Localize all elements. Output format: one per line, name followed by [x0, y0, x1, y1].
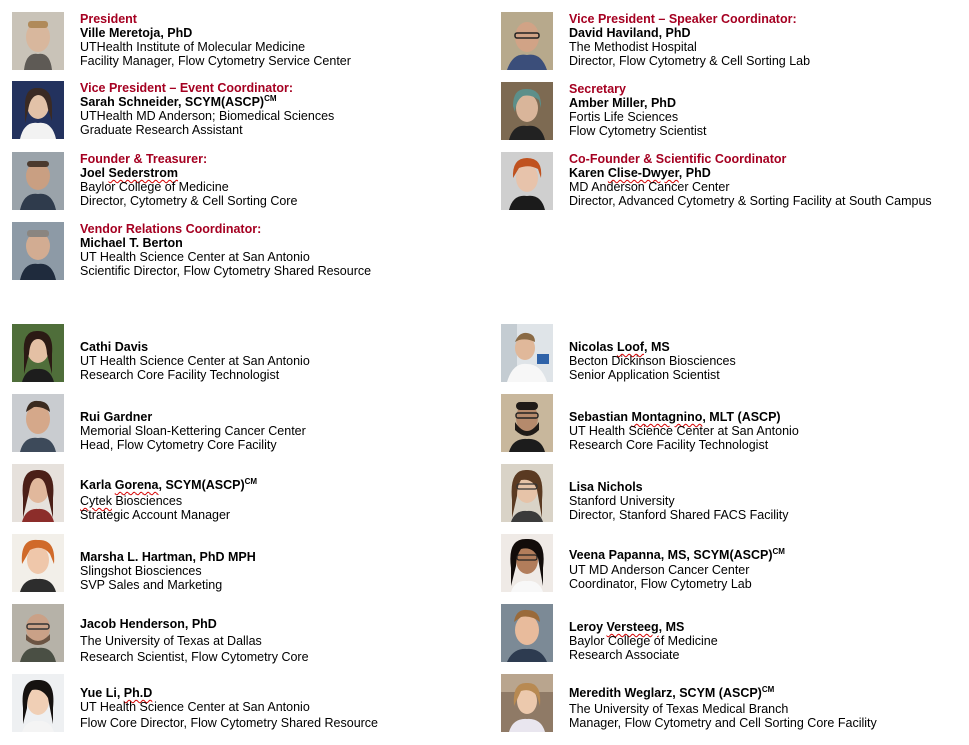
certification-mark: CM: [761, 685, 775, 694]
organization: Baylor College of Medicine: [569, 634, 718, 648]
person-name: David Haviland, PhD: [569, 26, 691, 40]
organization: The Methodist Hospital: [569, 40, 697, 54]
portrait-photo: [12, 324, 64, 382]
person-name: Cathi Davis: [80, 340, 149, 354]
organization: UT Health Science Center at San Antonio: [80, 354, 310, 368]
job-title: Research Core Facility Technologist: [80, 368, 280, 382]
certification-mark: CM: [264, 94, 277, 103]
job-title: Flow Core Director, Flow Cytometry Shared Resource: [80, 716, 379, 730]
person-name: Michael T. Berton: [80, 236, 183, 250]
job-title: Research Scientist, Flow Cytometry Core: [80, 650, 309, 664]
person-name: Rui Gardner: [80, 410, 153, 424]
person-name: Karen Clise-Dwyer, PhD: [569, 166, 711, 180]
job-title: Strategic Account Manager: [80, 508, 231, 522]
person-name: Marsha L. Hartman, PhD MPH: [80, 550, 256, 564]
role-label: Secretary: [569, 82, 626, 96]
person-name: Lisa Nichols: [569, 480, 643, 494]
organization: UT MD Anderson Cancer Center: [569, 563, 750, 577]
role-label: Co-Founder & Scientific Coordinator: [569, 152, 787, 166]
organization: Memorial Sloan-Kettering Cancer Center: [80, 424, 306, 438]
organization: MD Anderson Cancer Center: [569, 180, 730, 194]
portrait-photo: [12, 604, 64, 662]
organization: Cytek Biosciences: [80, 494, 183, 508]
job-title: Graduate Research Assistant: [80, 123, 243, 137]
person-name: Ville Meretoja, PhD: [80, 26, 193, 40]
organization: Stanford University: [569, 494, 675, 508]
role-label: Vendor Relations Coordinator:: [80, 222, 262, 236]
portrait-photo: [12, 534, 64, 592]
portrait-photo: [501, 152, 553, 210]
job-title: Research Associate: [569, 648, 680, 662]
job-title: Director, Stanford Shared FACS Facility: [569, 508, 789, 522]
job-title: Flow Cytometry Scientist: [569, 124, 707, 138]
organization: UT Health Science Center at San Antonio: [80, 700, 310, 714]
job-title: Director, Flow Cytometry & Cell Sorting Lab: [569, 54, 811, 68]
person-name: Meredith Weglarz, SCYM (ASCP)$^{CM}$: [569, 685, 775, 700]
organization: Slingshot Biosciences: [80, 564, 202, 578]
portrait-photo: [501, 82, 553, 140]
person-name: Leroy Versteeg, MS: [569, 620, 685, 634]
role-label: Founder & Treasurer:: [80, 152, 208, 166]
organization: Baylor College of Medicine: [80, 180, 229, 194]
portrait-photo: [501, 534, 553, 592]
organization: UTHealth MD Anderson; Biomedical Sciences: [80, 109, 335, 123]
job-title: Director, Advanced Cytometry & Sorting Facility at South Campus: [569, 194, 932, 208]
portrait-photo: [12, 222, 64, 280]
organization: The University of Texas Medical Branch: [569, 702, 789, 716]
person-name: Karla Gorena, SCYM(ASCP)$^{CM}$: [80, 477, 258, 492]
role-label: Vice President – Event Coordinator:: [80, 81, 294, 95]
portrait-photo: [501, 604, 553, 662]
portrait-photo: [501, 12, 553, 70]
person-name: Yue Li, Ph.D: [80, 686, 153, 700]
portrait-photo: [12, 464, 64, 522]
organization: Fortis Life Sciences: [569, 110, 679, 124]
portrait-photo: [12, 81, 64, 139]
person-name: Jacob Henderson, PhD: [80, 617, 217, 631]
portrait-photo: [501, 394, 553, 452]
certification-mark: CM: [244, 477, 258, 486]
job-title: Research Core Facility Technologist: [569, 438, 769, 452]
organization: UTHealth Institute of Molecular Medicine: [80, 40, 306, 54]
portrait-photo: [501, 674, 553, 732]
job-title: Head, Flow Cytometry Core Facility: [80, 438, 277, 452]
job-title: Director, Cytometry & Cell Sorting Core: [80, 194, 298, 208]
role-label: Vice President – Speaker Coordinator:: [569, 12, 797, 26]
role-label: President: [80, 12, 137, 26]
organization: UT Health Science Center at San Antonio: [569, 424, 799, 438]
person-name: Sebastian Montagnino, MLT (ASCP): [569, 410, 781, 424]
portrait-photo: [501, 324, 553, 382]
job-title: Senior Application Scientist: [569, 368, 720, 382]
job-title: Manager, Flow Cytometry and Cell Sorting Core Facility: [569, 716, 877, 730]
portrait-photo: [12, 152, 64, 210]
job-title: Facility Manager, Flow Cytometry Service Center: [80, 54, 351, 68]
portrait-photo: [501, 464, 553, 522]
person-name: Veena Papanna, MS, SCYM(ASCP)$^{CM}$: [569, 547, 785, 562]
job-title: Scientific Director, Flow Cytometry Shared Resource: [80, 264, 372, 278]
portrait-photo: [12, 674, 64, 732]
organization: The University of Texas at Dallas: [80, 634, 262, 648]
person-name: Nicolas Loof, MS: [569, 340, 670, 354]
organization: UT Health Science Center at San Antonio: [80, 250, 310, 264]
person-name: Amber Miller, PhD: [569, 96, 676, 110]
person-name: Joel Sederstrom: [80, 166, 178, 180]
organization: Becton Dickinson Biosciences: [569, 354, 736, 368]
portrait-photo: [12, 12, 64, 70]
portrait-photo: [12, 394, 64, 452]
job-title: SVP Sales and Marketing: [80, 578, 223, 592]
person-name: Sarah Schneider, SCYM(ASCP)$^{CM}$: [80, 94, 277, 109]
certification-mark: CM: [772, 547, 785, 556]
job-title: Coordinator, Flow Cytometry Lab: [569, 577, 752, 591]
